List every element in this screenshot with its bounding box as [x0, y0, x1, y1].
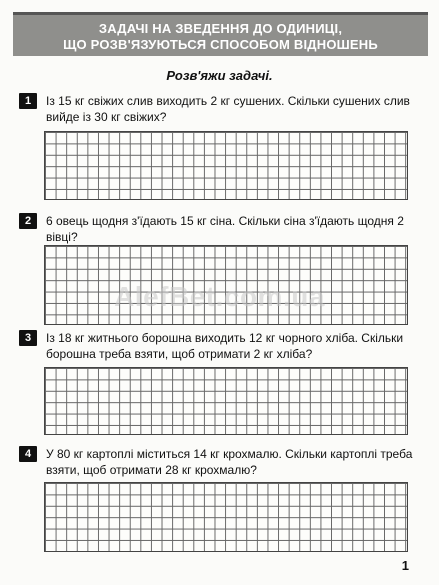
task-text: 6 овець щодня з'їдають 15 кг сіна. Скільки сіна з'їдають щодня 2 вівці?	[46, 214, 404, 244]
task-number-badge: 3	[19, 330, 37, 346]
instruction-subtitle: Розв'яжи задачі.	[166, 68, 273, 83]
answer-grid[interactable]	[44, 131, 408, 200]
answer-grid[interactable]	[44, 482, 408, 552]
section-header	[13, 12, 428, 56]
task-text: У 80 кг картоплі міститься 14 кг крохмалю. Скільки картоплі треба взяти, щоб отримати 28 кг крохмалю?	[46, 447, 413, 477]
page-number: 1	[401, 558, 409, 573]
watermark: AlefBet.com.ua	[114, 281, 325, 312]
header-title-line-1: ЗАДАЧІ НА ЗВЕДЕННЯ ДО ОДИНИЦІ,	[98, 21, 343, 36]
task-number-badge: 2	[19, 213, 37, 229]
header-title-line-2: ЩО РОЗВ'ЯЗУЮТЬСЯ СПОСОБОМ ВІДНОШЕНЬ	[63, 37, 378, 52]
task-text: Із 18 кг житнього борошна виходить 12 кг чорного хліба. Скільки борошна треба взяти, щоб отримати 2 кг хліба?	[46, 331, 404, 361]
task-number-badge: 4	[19, 446, 37, 462]
task-number-badge: 1	[19, 93, 37, 109]
answer-grid[interactable]	[44, 367, 408, 435]
task-text: Із 15 кг свіжих слив виходить 2 кг сушених. Скільки сушених слив вийде із 30 кг свіжих?	[46, 94, 410, 124]
